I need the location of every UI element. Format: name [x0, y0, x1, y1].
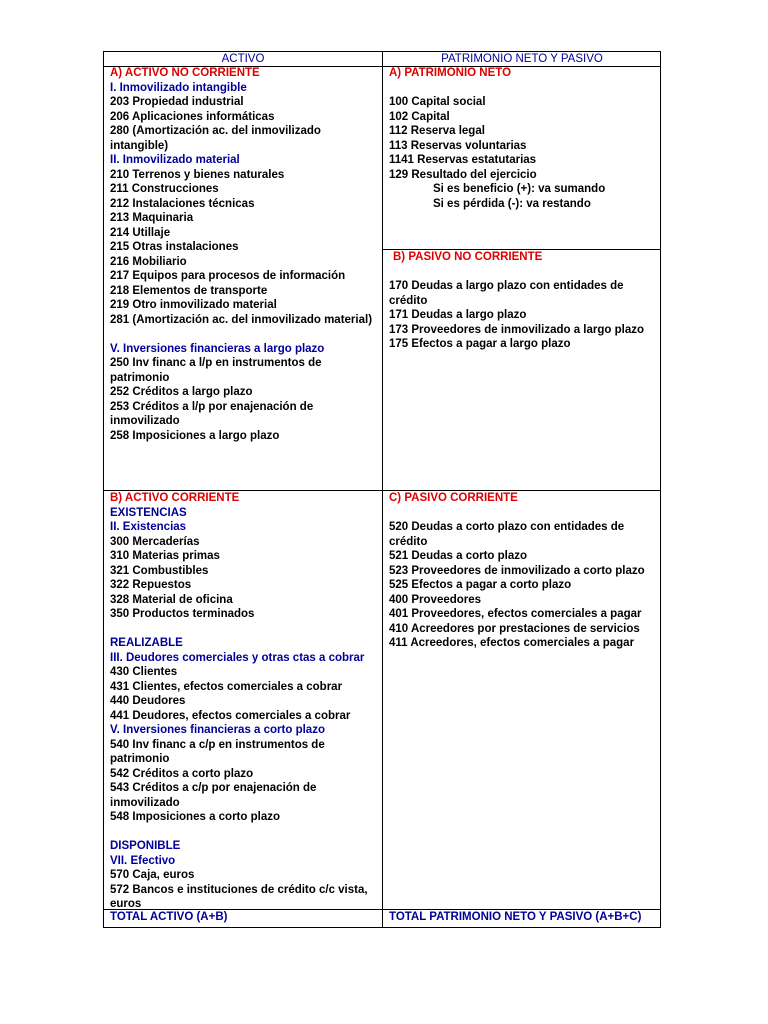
account-line: 217 Equipos para procesos de información — [110, 270, 346, 282]
account-line: 572 Bancos e instituciones de crédito c/c vista, — [110, 883, 368, 896]
activo-no-corriente-section — [104, 66, 382, 490]
account-line: 570 Caja, euros — [110, 869, 195, 881]
account-line: 410 Acreedores por prestaciones de servicios — [389, 622, 640, 635]
account-line: 211 Construcciones — [110, 183, 219, 195]
account-line: 328 Material de oficina — [110, 593, 233, 606]
account-line: 112 Reserva legal — [389, 125, 485, 137]
existencias-heading: EXISTENCIAS — [110, 506, 187, 519]
account-line: 310 Materias primas — [110, 550, 220, 562]
account-line: euros — [110, 898, 142, 909]
account-line: 210 Terrenos y bienes naturales — [110, 168, 285, 181]
account-line: 258 Imposiciones a largo plazo — [110, 429, 280, 442]
account-line: 441 Deudores, efectos comerciales a cobrar — [110, 709, 351, 722]
inmovilizado-material-heading: II. Inmovilizado material — [110, 154, 240, 166]
inmovilizado-intangible-heading: I. Inmovilizado intangible — [110, 81, 247, 94]
disponible-heading: DISPONIBLE — [110, 840, 181, 852]
activo-corriente-section — [104, 491, 382, 909]
account-line: 214 Utillaje — [110, 226, 171, 239]
header-patrimonio-pasivo: PATRIMONIO NETO Y PASIVO — [441, 53, 603, 65]
account-line: 521 Deudas a corto plazo — [389, 550, 528, 562]
account-line: 411 Acreedores, efectos comerciales a pagar — [389, 637, 635, 649]
account-line: 203 Propiedad industrial — [110, 96, 244, 108]
total-activo: TOTAL ACTIVO (A+B) — [110, 911, 228, 923]
account-line: 171 Deudas a largo plazo — [389, 309, 527, 321]
header-activo: ACTIVO — [221, 53, 265, 65]
account-line: 212 Instalaciones técnicas — [110, 197, 255, 210]
activo-corriente-title: B) ACTIVO CORRIENTE — [110, 492, 240, 504]
resultado-note: Si es pérdida (-): va restando — [433, 197, 591, 210]
account-line: crédito — [389, 535, 428, 548]
account-line: 548 Imposiciones a corto plazo — [110, 811, 280, 823]
resultado-note: Si es beneficio (+): va sumando — [433, 183, 606, 195]
account-line: 525 Efectos a pagar a corto plazo — [389, 579, 572, 591]
account-line: 175 Efectos a pagar a largo plazo — [389, 338, 571, 350]
realizable-heading: REALIZABLE — [110, 637, 183, 649]
account-line: inmovilizado — [110, 796, 180, 809]
account-line: inmovilizado — [110, 415, 180, 427]
deudores-subheading: III. Deudores comerciales y otras ctas a cobrar — [110, 651, 365, 664]
total-patrimonio-pasivo: TOTAL PATRIMONIO NETO Y PASIVO (A+B+C) — [389, 911, 642, 923]
account-line: 321 Combustibles — [110, 564, 209, 577]
account-line: 322 Repuestos — [110, 579, 192, 591]
account-line: 102 Capital — [389, 110, 450, 123]
activo-no-corriente-title: A) ACTIVO NO CORRIENTE — [110, 67, 260, 79]
account-line: 113 Reservas voluntarias — [389, 139, 527, 152]
patrimonio-neto-title: A) PATRIMONIO NETO — [389, 67, 512, 79]
patrimonio-neto-section — [383, 66, 661, 249]
account-line: 281 (Amortización ac. del inmovilizado material) — [110, 313, 373, 326]
account-line: 252 Créditos a largo plazo — [110, 386, 253, 398]
account-line: 430 Clientes — [110, 666, 178, 678]
account-line: 350 Productos terminados — [110, 608, 255, 620]
account-line: 520 Deudas a corto plazo con entidades de — [389, 521, 625, 533]
account-line: 213 Maquinaria — [110, 212, 194, 224]
account-line: 440 Deudores — [110, 695, 186, 707]
account-line: 253 Créditos a l/p por enajenación de — [110, 400, 314, 413]
account-line: 250 Inv financ a l/p en instrumentos de — [110, 357, 322, 369]
pasivo-no-corriente-title: B) PASIVO NO CORRIENTE — [393, 251, 543, 263]
account-line: 400 Proveedores — [389, 593, 482, 606]
total-patrimonio-pasivo-cell — [383, 910, 661, 928]
efectivo-subheading: VII. Efectivo — [110, 854, 176, 867]
existencias-subheading: II. Existencias — [110, 521, 187, 533]
account-line: 401 Proveedores, efectos comerciales a pagar — [389, 608, 642, 620]
pasivo-corriente-title: C) PASIVO CORRIENTE — [389, 492, 518, 504]
inversiones-lp-heading: V. Inversiones financieras a largo plazo — [110, 342, 325, 355]
account-line: crédito — [389, 294, 428, 307]
account-line: 216 Mobiliario — [110, 255, 187, 268]
balance-sheet-table — [103, 51, 661, 928]
pasivo-corriente-section — [383, 491, 661, 909]
total-activo-cell — [104, 910, 382, 928]
account-line: 170 Deudas a largo plazo con entidades de — [389, 280, 624, 292]
account-line: 1141 Reservas estatutarias — [389, 154, 537, 166]
pasivo-no-corriente-section — [383, 250, 661, 490]
account-line: 540 Inv financ a c/p en instrumentos de — [110, 738, 325, 751]
account-line: 206 Aplicaciones informáticas — [110, 110, 275, 123]
account-line: 542 Créditos a corto plazo — [110, 767, 254, 780]
account-line: 215 Otras instalaciones — [110, 241, 239, 253]
account-line: intangible) — [110, 139, 169, 152]
account-line: patrimonio — [110, 753, 170, 765]
account-line: 173 Proveedores de inmovilizado a largo plazo — [389, 323, 644, 336]
account-line: 100 Capital social — [389, 96, 486, 108]
account-line: 280 (Amortización ac. del inmovilizado — [110, 125, 321, 137]
account-line: patrimonio — [110, 371, 170, 384]
account-line: 218 Elementos de transporte — [110, 284, 268, 297]
account-line: 543 Créditos a c/p por enajenación de — [110, 782, 317, 794]
account-line: 300 Mercaderías — [110, 535, 200, 548]
account-line: 129 Resultado del ejercicio — [389, 168, 537, 181]
account-line: 431 Clientes, efectos comerciales a cobrar — [110, 680, 343, 693]
account-line: 523 Proveedores de inmovilizado a corto plazo — [389, 564, 645, 577]
inversiones-cp-heading: V. Inversiones financieras a corto plazo — [110, 724, 325, 736]
account-line: 219 Otro inmovilizado material — [110, 299, 277, 311]
